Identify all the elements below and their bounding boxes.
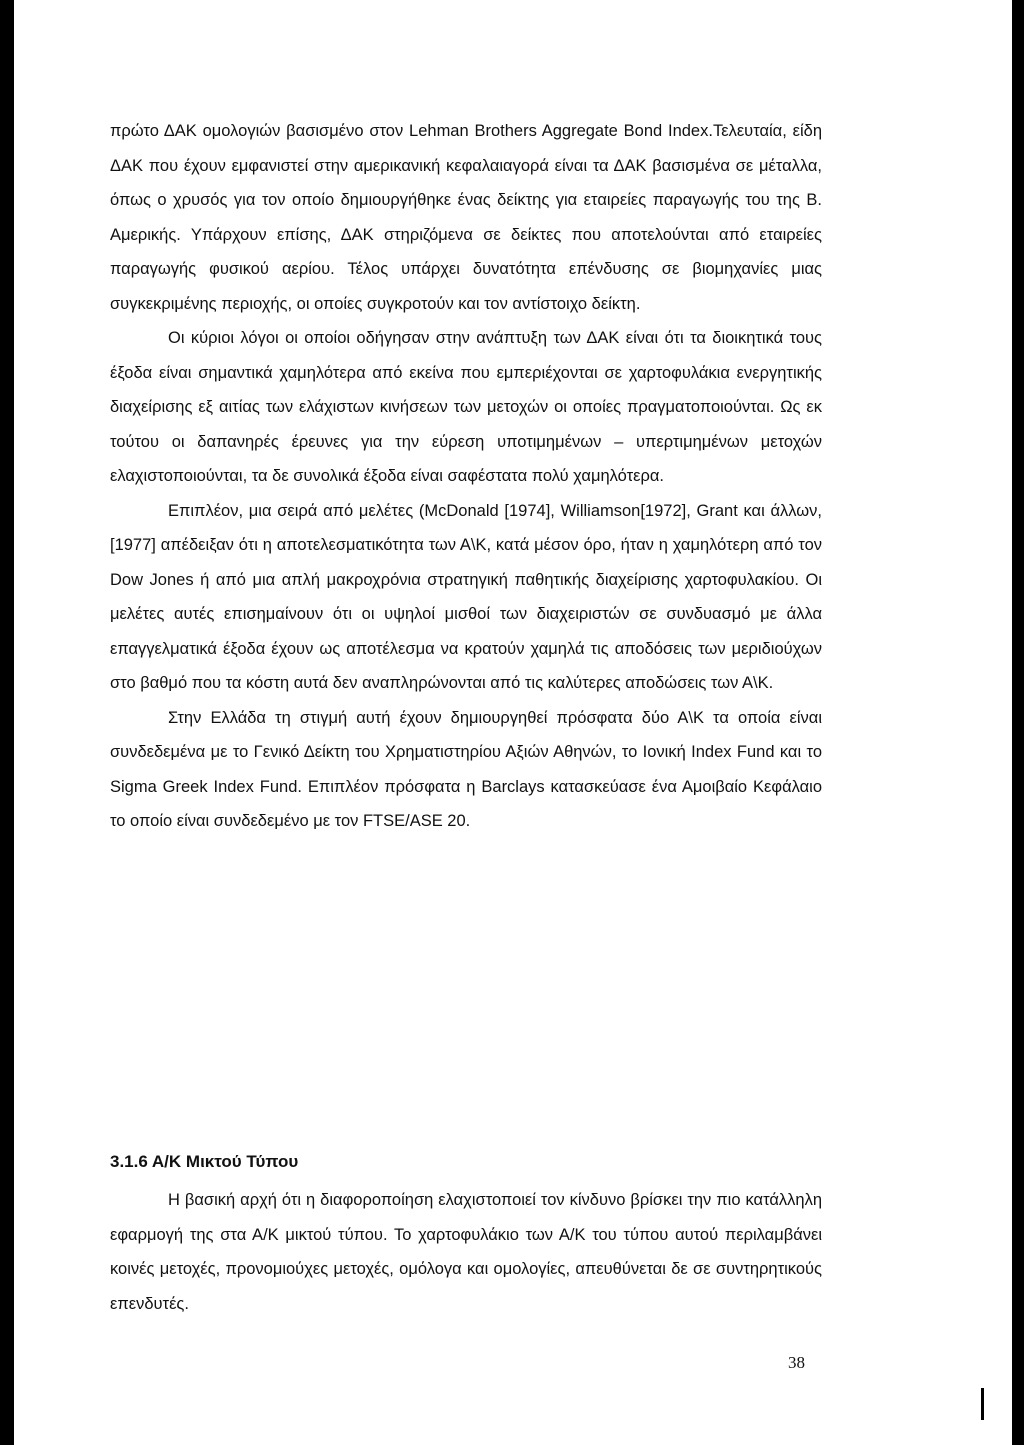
paragraph-greece: Στην Ελλάδα τη στιγμή αυτή έχουν δημιουργηθεί πρόσφατα δύο Α\Κ τα οποία είναι συνδεδεμένα με το Γενικό Δείκτη του Χρηματιστηρίου Αξιών Αθηνών, το Ιονική Index Fund και το Sigma Greek Index Fund. Επιπλέον πρόσφατα η Barclays κατασκεύασε ένα Αμοιβαίο Κεφάλαιο το οποίο είναι συνδεδεμένο με τον FTSE/ASE 20. xyxy=(110,708,822,830)
page-number: 38 xyxy=(788,1353,805,1372)
section-body xyxy=(110,1183,822,1321)
scan-edge-right xyxy=(1012,0,1024,1445)
paragraph-mixed-funds: Η βασική αρχή ότι η διαφοροποίηση ελαχιστοποιεί τον κίνδυνο βρίσκει την πιο κατάλληλη εφαρμογή της στα Α/Κ μικτού τύπου. Το χαρτοφυλάκιο των Α/Κ του τύπου αυτού περιλαμβάνει κοινές μετοχές, προνομιούχες μετοχές, ομόλογα και ομολογίες, απευθύνεται δε σε συντηρητικούς επενδυτές. xyxy=(110,1191,822,1313)
paragraph-continued: πρώτο ΔΑΚ ομολογιών βασισμένο στον Lehman Brothers Aggregate Bond Index.Τελευταία, είδη ΔΑΚ που έχουν εμφανιστεί στην αμερικανική κεφαλαιαγορά είναι τα ΔΑΚ βασισμένα σε μέταλλα, όπως ο χρυσός για τον οποίο δημιουργήθηκε ένας δείκτης για εταιρείες παραγωγής του της Β. Αμερικής. Υπάρχουν επίσης, ΔΑΚ στηριζόμενα σε δείκτες που αποτελούνται από εταιρείες παραγωγής φυσικού αερίου. Τέλος υπάρχει δυνατότητα επένδυσης σε βιομηχανίες μιας συγκεκριμένης περιοχής, οι οποίες συγκροτούν και τον αντίστοιχο δείκτη. xyxy=(110,122,822,313)
paragraph-reasons: Οι κύριοι λόγοι οι οποίοι οδήγησαν στην ανάπτυξη των ΔΑΚ είναι ότι τα διοικητικά τους έξοδα είναι σημαντικά χαμηλότερα από εκείνα που εμπεριέχονται σε χαρτοφυλάκια ενεργητικής διαχείρισης εξ αιτίας των ελάχιστων κινήσεων των μετοχών οι οποίες πραγματοποιούνται. Ως εκ τούτου οι δαπανηρές έρευνες για την εύρεση υποτιμημένων – υπερτιμημένων μετοχών ελαχιστοποιούνται, τα δε συνολικά έξοδα είναι σαφέστατα πολύ χαμηλότερα. xyxy=(110,329,822,485)
section-heading: 3.1.6 Α/Κ Μικτού Τύπου xyxy=(110,1152,299,1171)
body-text xyxy=(110,114,822,839)
scan-edge-left xyxy=(0,0,14,1445)
paragraph-studies: Επιπλέον, μια σειρά από μελέτες (McDonald [1974], Williamson[1972], Grant και άλλων, [1977] απέδειξαν ότι η αποτελεσματικότητα των Α\Κ, κατά μέσον όρο, ήταν η χαμηλότερη από τον Dow Jones ή από μια απλή μακροχρόνια στρατηγική παθητικής διαχείρισης χαρτοφυλακίου. Οι μελέτες αυτές επισημαίνουν ότι οι υψηλοί μισθοί των διαχειριστών σε συνδυασμό με άλλα επαγγελματικά έξοδα έχουν ως αποτέλεσμα να κρατούν χαμηλά τις αποδόσεις των μεριδιούχων στο βαθμό που τα κόστη αυτά δεν αναπληρώνονται από τις καλύτερες αποδώσεις των Α\Κ. xyxy=(110,501,822,692)
scan-mark xyxy=(981,1388,984,1420)
